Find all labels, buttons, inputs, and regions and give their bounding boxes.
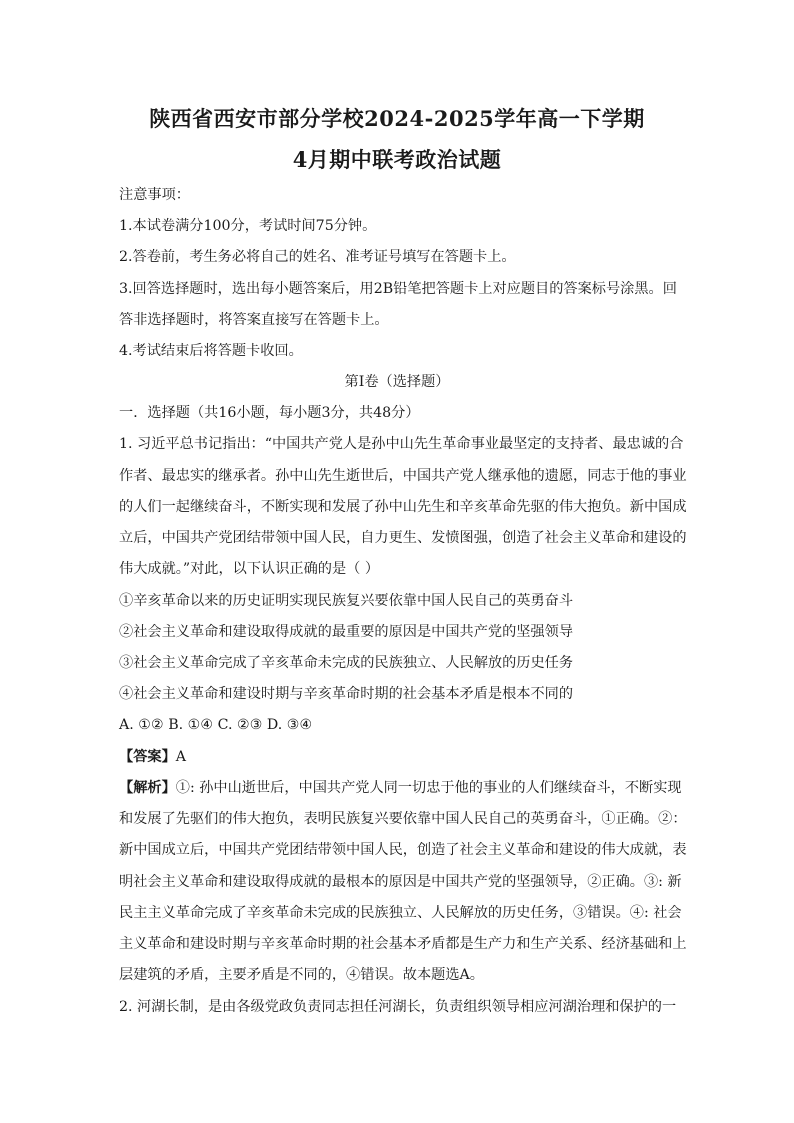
notes-heading: 注意事项： — [119, 187, 190, 203]
notes-item: 答非选择题时，将答案直接写在答题卡上。 — [119, 312, 389, 328]
notes-item: 2.答卷前，考生务必将自己的姓名、准考证号填写在答题卡上。 — [119, 249, 516, 265]
section-heading: 一．选择题（共16小题，每小题3分，共48分） — [119, 405, 420, 421]
question-1-option: ③社会主义革命完成了辛亥革命未完成的民族独立、人民解放的历史任务 — [119, 655, 574, 671]
analysis-line: 新中国成立后，中国共产党团结带领中国人民，创造了社会主义革命和建设的伟大成就，表 — [119, 842, 687, 858]
question-1-stem-line: 的人们一起继续奋斗，不断实现和发展了孙中山先生和辛亥革命先驱的伟大抱负。新中国成 — [119, 499, 687, 515]
analysis-line — [119, 778, 682, 798]
exam-title-line-2: 4月期中联考政治试题 — [292, 147, 502, 172]
notes-item: 1.本试卷满分100分，考试时间75分钟。 — [119, 218, 377, 234]
notes-item: 4.考试结束后将答题卡收回。 — [119, 343, 303, 359]
exam-title-line-1: 陕西省西安市部分学校2024-2025学年高一下学期 — [149, 106, 645, 131]
answer-label: 【答案】 — [119, 749, 176, 765]
analysis-line: 明社会主义革命和建设取得成就的最根本的原因是中国共产党的坚强领导，②正确。③: 新 — [119, 874, 682, 890]
analysis-line: 民主主义革命完成了辛亥革命未完成的民族独立、人民解放的历史任务，③错误。④: 社会 — [119, 905, 682, 921]
notes-item: 3.回答选择题时，选出每小题答案后，用2B铅笔把答题卡上对应题目的答案标号涂黑。回 — [119, 281, 677, 297]
question-1-stem-line: 伟大成就。”对此，以下认识正确的是（ ） — [119, 561, 380, 577]
answer-value: A — [175, 749, 187, 765]
analysis-line: 层建筑的矛盾，主要矛盾是不同的，④错误。故本题选A。 — [119, 967, 484, 983]
question-1-choices: A. ①② B. ①④ C. ②③ D. ③④ — [119, 717, 313, 733]
part-title: 第Ⅰ卷（选择题） — [344, 374, 450, 390]
analysis-line: 和发展了先驱们的伟大抱负，表明民族复兴要依靠中国人民自己的英勇奋斗，①正确。②： — [119, 811, 687, 827]
question-1-stem-line: 作者、最忠实的继承者。孙中山先生逝世后，中国共产党人继承他的遗愿，同志于他的事业 — [119, 468, 687, 484]
analysis-line: 主义革命和建设时期与辛亥革命时期的社会基本矛盾都是生产力和生产关系、经济基础和上 — [119, 936, 687, 952]
analysis-text: ①: 孙中山逝世后，中国共产党人同一切忠于他的事业的人们继续奋斗，不断实现 — [175, 780, 682, 796]
analysis-label: 【解析】 — [119, 780, 176, 796]
question-1-stem-line: 立后，中国共产党团结带领中国人民，自力更生、发愤图强，创造了社会主义革命和建设的 — [119, 530, 687, 546]
question-1-option: ②社会主义革命和建设取得成就的最重要的原因是中国共产党的坚强领导 — [119, 624, 574, 640]
question-1-option: ①辛亥革命以来的历史证明实现民族复兴要依靠中国人民自己的英勇奋斗 — [119, 593, 574, 609]
question-2-stem-line: 2. 河湖长制，是由各级党政负责同志担任河湖长，负责组织领导相应河湖治理和保护的一 — [119, 999, 677, 1015]
question-1-stem-line: 1. 习近平总书记指出：“中国共产党人是孙中山先生革命事业最坚定的支持者、最忠诚的合 — [119, 436, 684, 452]
question-1-option: ④社会主义革命和建设时期与辛亥革命时期的社会基本矛盾是根本不同的 — [119, 686, 574, 702]
answer-line — [119, 747, 186, 767]
